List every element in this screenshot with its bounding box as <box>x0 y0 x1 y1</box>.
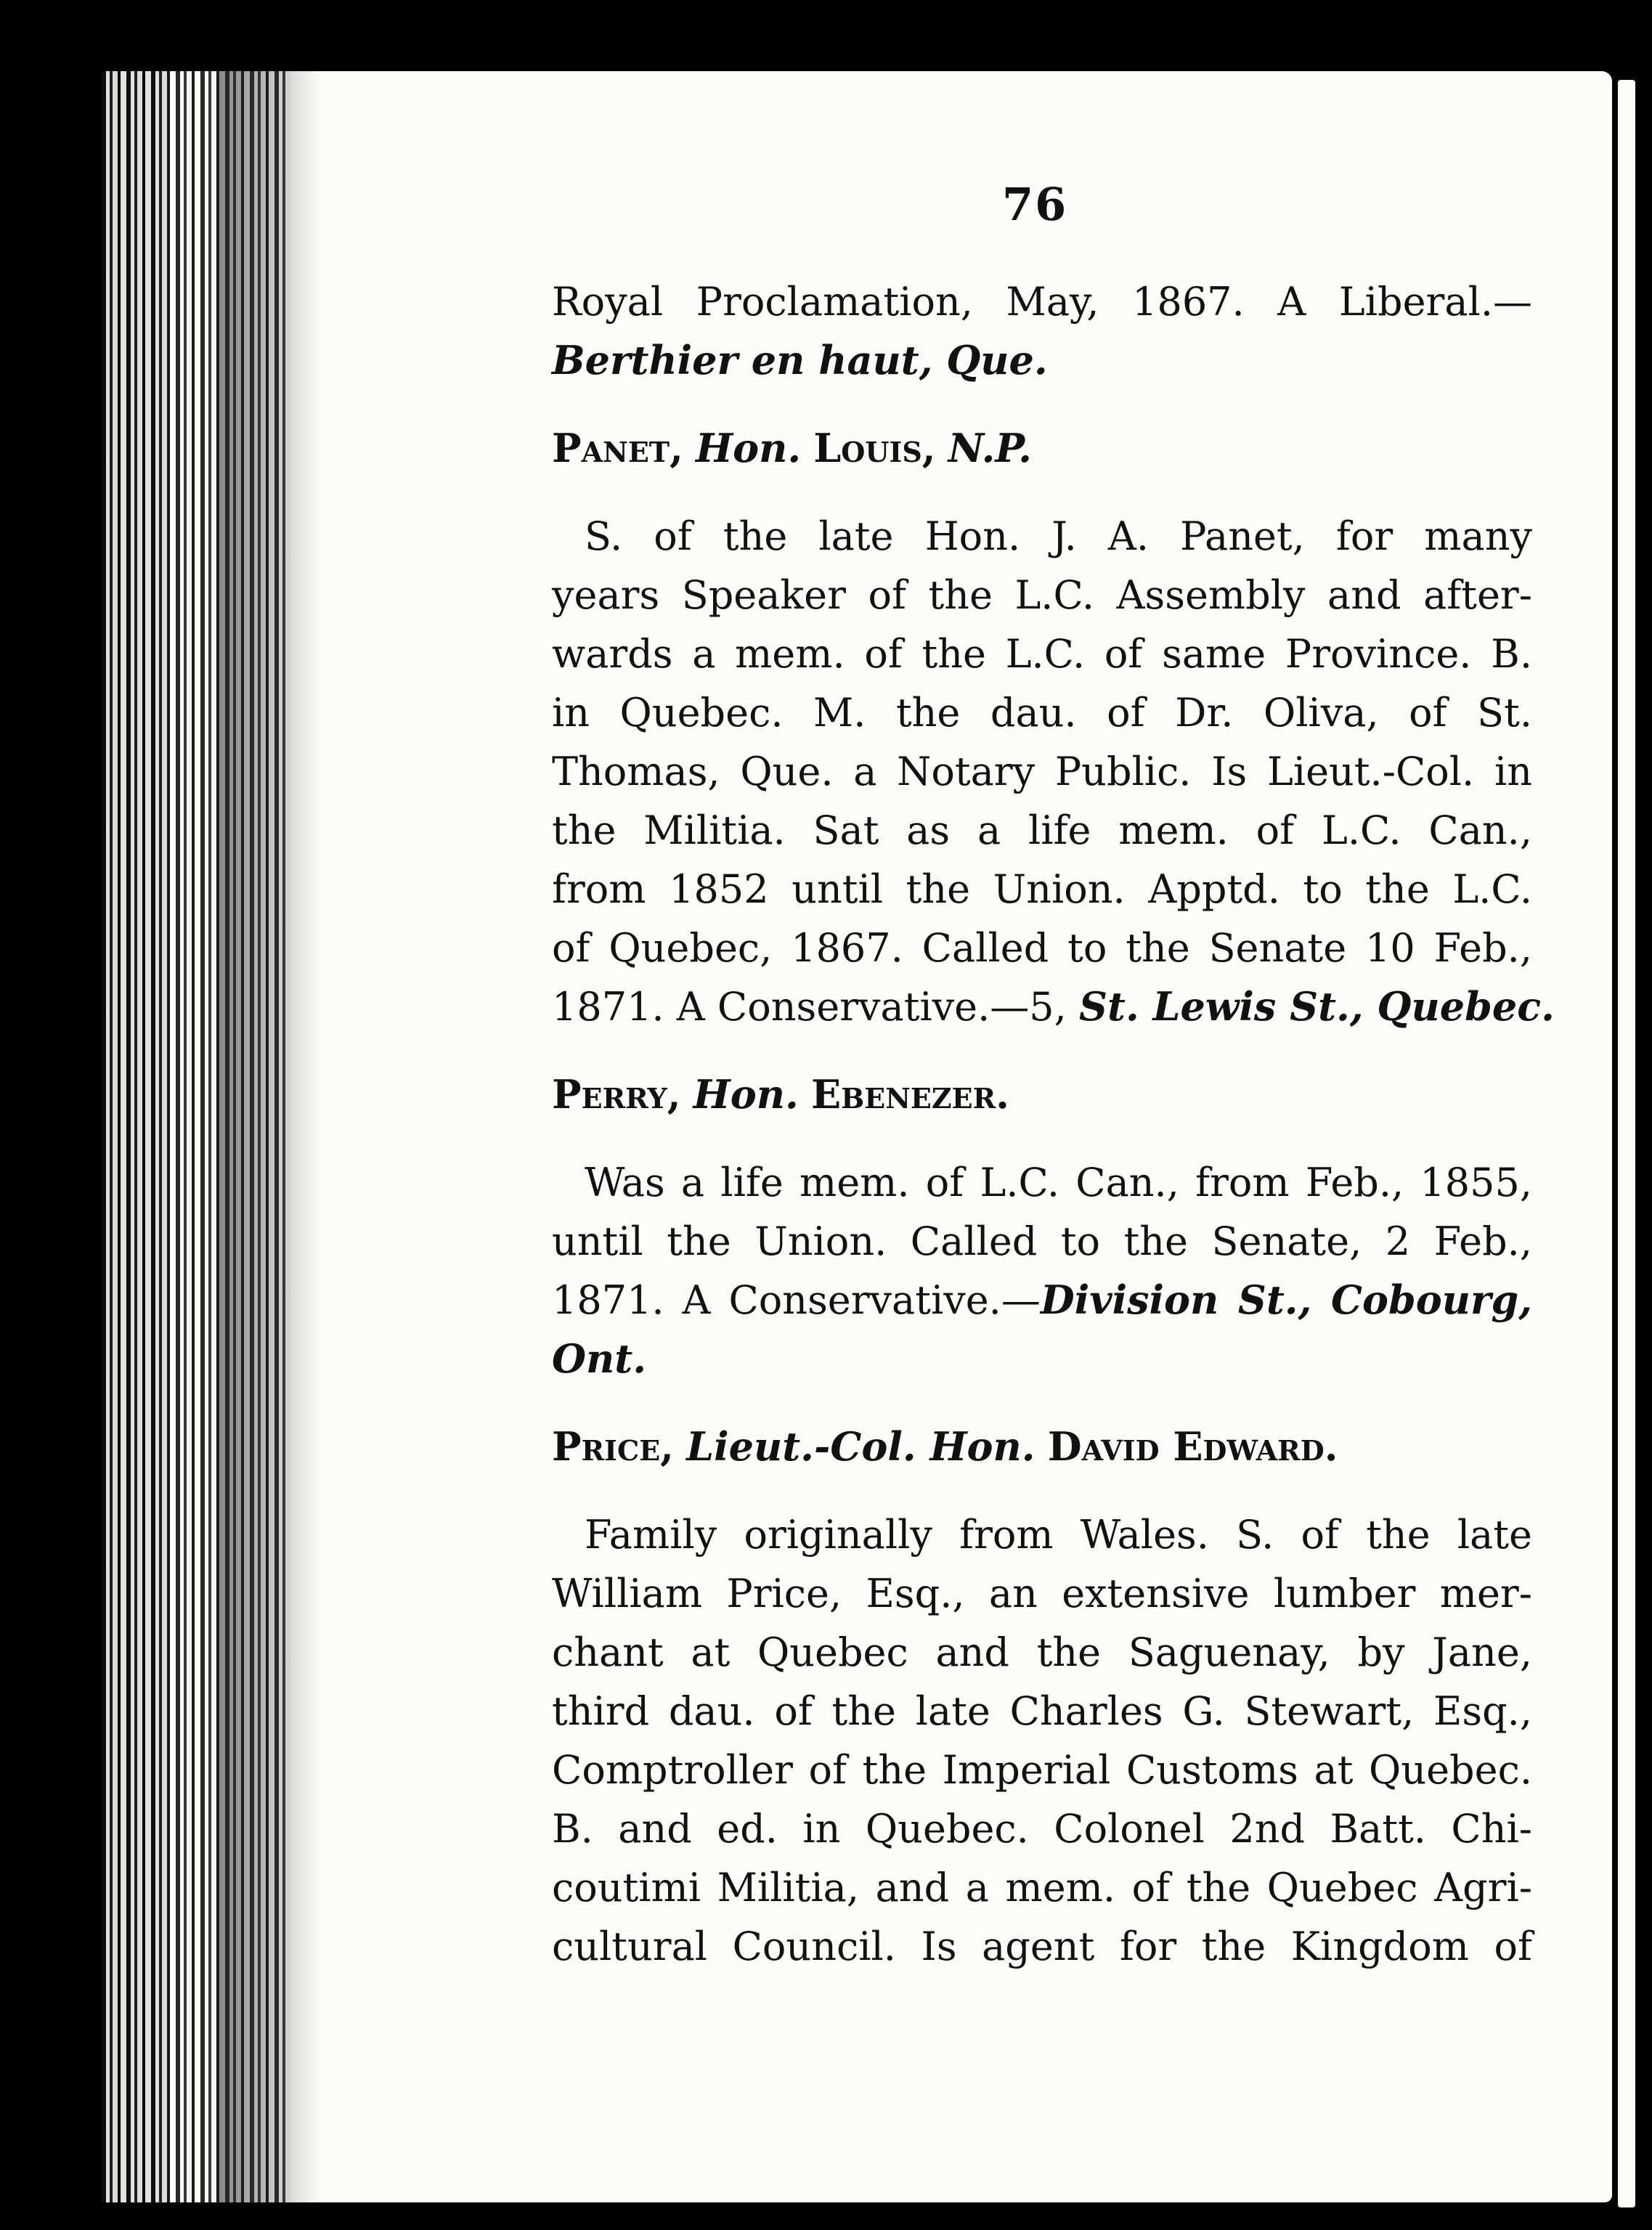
entry-given-name: Ebenezer. <box>810 1071 1009 1118</box>
entry-address: Division St., Cobourg, <box>1040 1277 1533 1323</box>
entry-suffix: N.P. <box>948 425 1032 471</box>
entry-line: from 1852 until the Union. Apptd. to the L.C. <box>552 866 1532 912</box>
entry-line: wards a mem. of the L.C. of same Province. B. <box>552 631 1532 677</box>
entry-surname: Price, <box>552 1423 674 1470</box>
entry-line: chant at Quebec and the Saguenay, by Jane, <box>552 1629 1532 1675</box>
entry-heading-price <box>552 1417 1532 1476</box>
entry-line: cultural Council. Is agent for the Kingdom of <box>552 1924 1532 1969</box>
entry-title: Hon. <box>693 1071 799 1118</box>
entry-line: B. and ed. in Quebec. Colonel 2nd Batt. Chi- <box>552 1806 1532 1852</box>
entry-line: Thomas, Que. a Notary Public. Is Lieut.-Col. in <box>552 749 1532 794</box>
entry-heading-panet <box>552 419 1532 478</box>
entry-line: the Militia. Sat as a life mem. of L.C. Can., <box>552 807 1532 853</box>
entry-line-last: 1871. A Conservative.—Division St., Cobourg, <box>552 1277 1533 1323</box>
entry-line: of Quebec, 1867. Called to the Senate 10 Feb., <box>552 925 1532 971</box>
continuation-line: Royal Proclamation, May, 1867. A Liberal.— <box>552 279 1532 325</box>
entry-address: St. Lewis St., Quebec. <box>1079 983 1555 1030</box>
entry-line: in Quebec. M. the dau. of Dr. Oliva, of St. <box>552 690 1532 736</box>
entry-surname: Perry, <box>552 1071 681 1118</box>
entry-line: Was a life mem. of L.C. Can., from Feb., 1855, <box>585 1160 1532 1205</box>
entry-line: third dau. of the late Charles G. Stewart, Esq., <box>552 1688 1532 1734</box>
entry-line: years Speaker of the L.C. Assembly and after- <box>552 572 1532 618</box>
page-number: 76 <box>1002 178 1068 231</box>
page-text <box>552 272 1555 1976</box>
entry-line: Family originally from Wales. S. of the late <box>585 1512 1532 1558</box>
entry-title: Hon. <box>696 425 802 471</box>
entry-line-last: 1871. A Conservative.—5, St. Lewis St., Quebec. <box>552 983 1555 1030</box>
entry-line: S. of the late Hon. J. A. Panet, for many <box>585 513 1532 559</box>
entry-title: Lieut.-Col. Hon. <box>686 1423 1035 1470</box>
next-page-edge <box>1618 80 1635 2207</box>
continuation-address: Berthier en haut, Que. <box>552 337 1048 383</box>
entry-address-continued: Ont. <box>552 1335 647 1382</box>
entry-surname: Panet, <box>552 425 683 471</box>
entry-line: until the Union. Called to the Senate, 2 Feb., <box>552 1218 1532 1264</box>
binding-shadow <box>218 71 320 2202</box>
entry-line: William Price, Esq., an extensive lumber mer- <box>552 1571 1532 1616</box>
entry-heading-perry <box>552 1065 1532 1124</box>
entry-given-name: David Edward. <box>1047 1423 1338 1470</box>
entry-line: Comptroller of the Imperial Customs at Quebec. <box>552 1747 1532 1793</box>
entry-line: coutimi Militia, and a mem. of the Quebec Agri- <box>552 1865 1532 1910</box>
entry-given-name: Louis, <box>813 425 936 471</box>
